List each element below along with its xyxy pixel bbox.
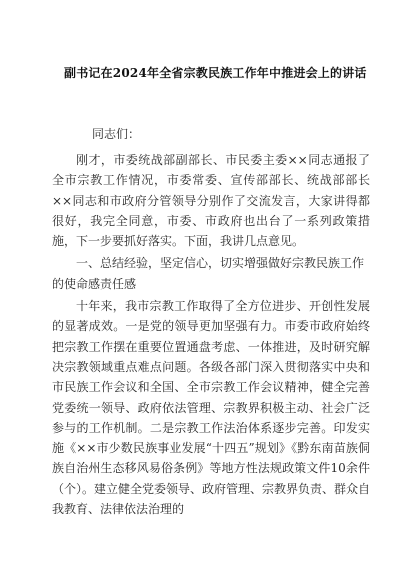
section-heading-1: 一、总结经验，坚定信心，切实增强做好宗教民族工作的使命感责任感 (52, 256, 365, 291)
paragraph-body-1: 十年来，我市宗教工作取得了全方位进步、开创性发展的显著成效。一是党的领导更加坚强有力。市委市政府始终把宗教工作摆在重要位置通盘考虑、一体推进，及时研究解决宗教领域重点难点问题。各级各部门深入贯彻落实中央和市民族工作会议和全国、全市宗教工作会议精神，健全完善党委统一领导、政府依法管理、宗教界积极主动、社会广泛参与的工作机制。二是宗教工作法治体系逐步完善。印发实施《××市少数民族事业发展“十四五”规划》《黔东南苗族侗族自治州生态移风易俗条例》等地方性法规政策文件10余件（个）。建立健全党委领导、政府管理、宗教界负责、群众自我教育、法律依法治理的 (52, 299, 371, 517)
paragraph-intro: 刚才，市委统战部副部长、市民委主委××同志通报了全市宗教工作情况，市委常委、宣传部部长、统战部部长××同志和市政府分管领导分别作了交流发言，大家讲得都很好，我完全同意，市委、市政府也出台了一系列政策措施，下一步要抓好落实。下面，我讲几点意见。 (52, 153, 370, 249)
document-title: 副书记在2024年全省宗教民族工作年中推进会上的讲话 (64, 66, 367, 80)
greeting: 同志们： (92, 127, 141, 141)
